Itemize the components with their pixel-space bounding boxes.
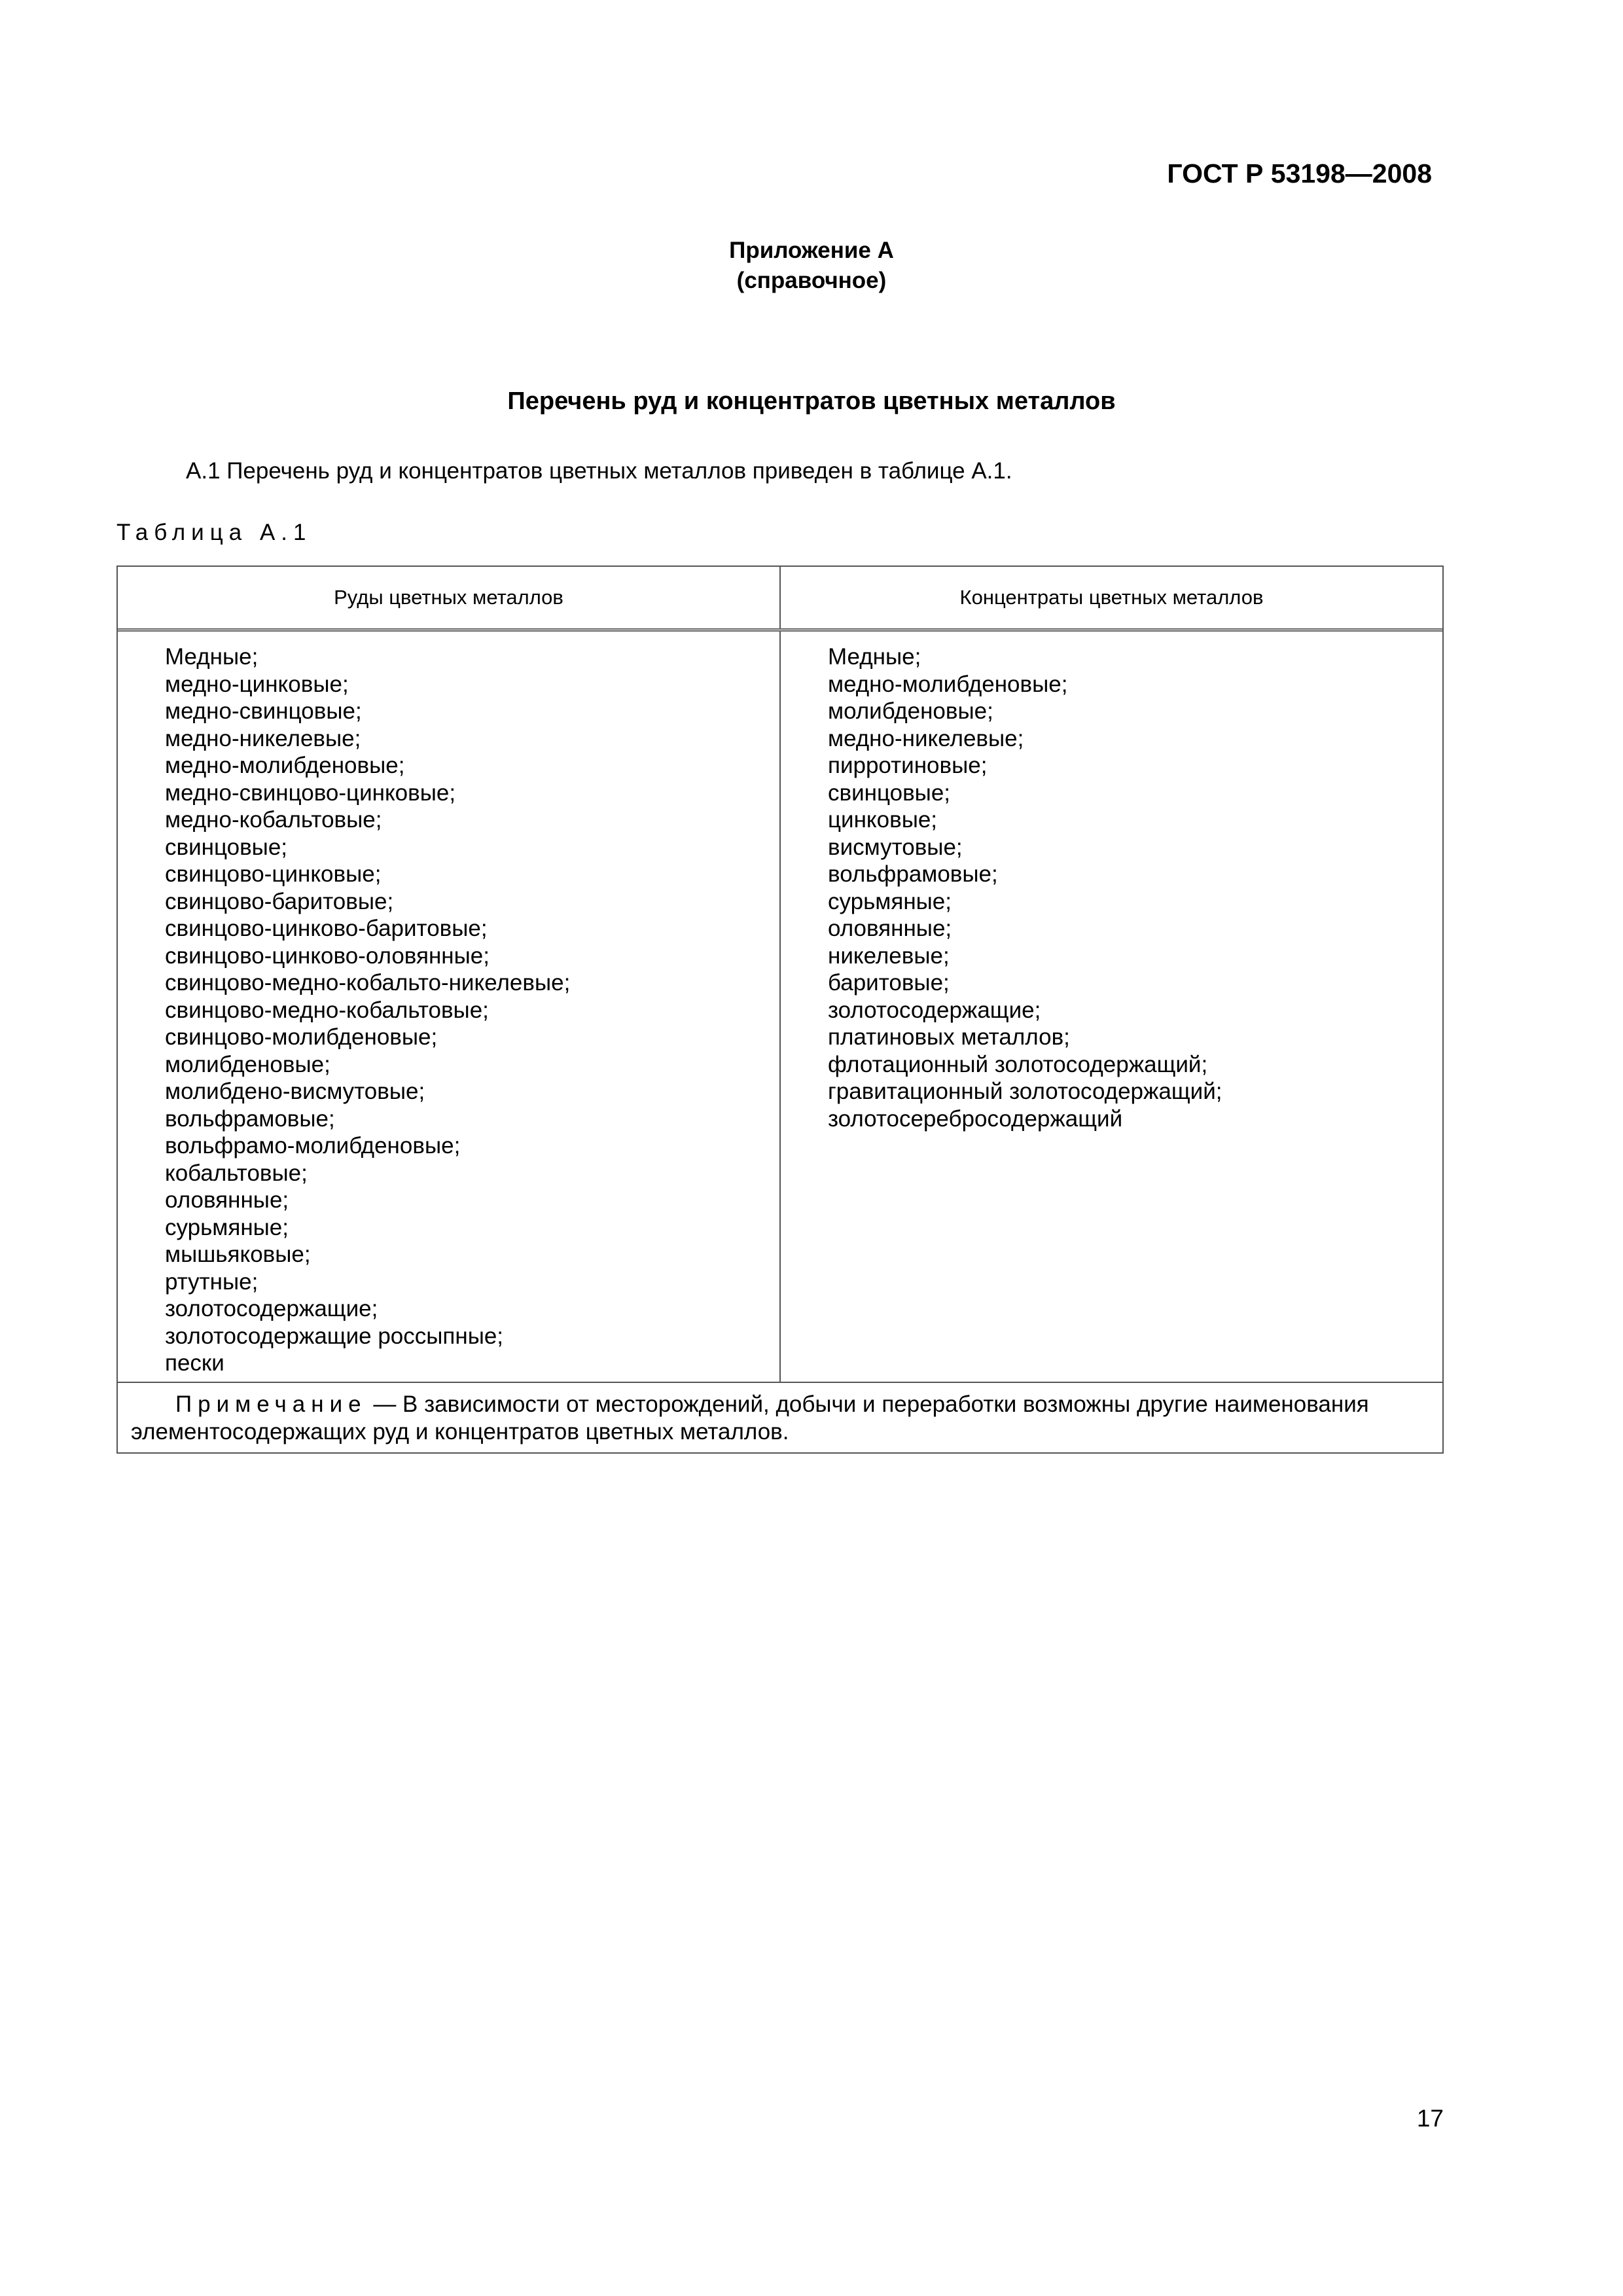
concentrate-list-item: висмутовые;	[828, 834, 963, 860]
concentrate-list-item: флотационный золотосодержащий;	[828, 1051, 1208, 1077]
ore-list-item: свинцово-медно-кобальто-никелевые;	[165, 970, 571, 996]
table-body-row	[118, 632, 1442, 1382]
concentrate-list-item: золотосодержащие;	[828, 997, 1041, 1023]
column-header-ores: Руды цветных металлов	[118, 567, 781, 628]
concentrate-list-item: никелевые;	[828, 942, 950, 969]
ore-list-item: мышьяковые;	[165, 1242, 311, 1267]
concentrate-list-item: золотосеребросодержащий	[828, 1105, 1123, 1132]
ore-list-item: медно-свинцовые;	[165, 698, 362, 724]
ore-list-item: пески	[165, 1350, 224, 1376]
ores-list	[165, 643, 779, 1377]
appendix-subtitle: (справочное)	[736, 268, 887, 293]
concentrate-list-item: сурьмяные;	[828, 888, 952, 914]
ore-list-item: свинцово-цинковые;	[165, 861, 382, 887]
ore-list-item: медно-цинковые;	[165, 671, 349, 697]
concentrate-list-item: пирротиновые;	[828, 753, 988, 778]
note-label: Примечание	[175, 1391, 367, 1417]
ore-list-item: Медные;	[165, 644, 259, 670]
intro-paragraph: А.1 Перечень руд и концентратов цветных металлов приведен в таблице А.1.	[186, 458, 1012, 484]
ore-list-item: свинцово-баритовые;	[165, 888, 394, 914]
ore-list-item: свинцово-цинково-оловянные;	[165, 942, 490, 969]
column-header-concentrates: Концентраты цветных металлов	[959, 586, 1264, 609]
concentrate-list-item: молибденовые;	[828, 698, 993, 724]
concentrate-list-item: вольфрамовые;	[828, 861, 998, 887]
ore-list-item: свинцово-цинково-баритовые;	[165, 916, 488, 941]
section-title: Перечень руд и концентратов цветных металлов	[507, 387, 1116, 415]
ores-cell	[118, 632, 781, 1382]
ore-list-item: свинцово-медно-кобальтовые;	[165, 997, 489, 1023]
ore-list-item: медно-никелевые;	[165, 725, 361, 751]
concentrate-list-item: гравитационный золотосодержащий;	[828, 1079, 1222, 1104]
ore-list-item: свинцовые;	[165, 834, 288, 860]
page-number: 17	[1416, 2105, 1444, 2132]
concentrate-list-item: платиновых металлов;	[828, 1024, 1070, 1050]
table-header-row	[118, 567, 1442, 632]
concentrate-list-item: Медные;	[828, 644, 921, 670]
concentrate-list-item: медно-никелевые;	[828, 725, 1024, 751]
ore-list-item: вольфрамо-молибденовые;	[165, 1133, 461, 1158]
ore-list-item: молибденовые;	[165, 1051, 330, 1077]
table-caption: Таблица А.1	[116, 520, 312, 545]
ore-list-item: свинцово-молибденовые;	[165, 1024, 438, 1050]
ore-list-item: вольфрамовые;	[165, 1105, 335, 1132]
ore-list-item: медно-кобальтовые;	[165, 807, 382, 833]
ore-list-item: золотосодержащие;	[165, 1296, 378, 1321]
ore-list-item: медно-свинцово-цинковые;	[165, 780, 456, 806]
concentrate-list-item: цинковые;	[828, 807, 938, 833]
metals-table	[116, 565, 1444, 1454]
ore-list-item: кобальтовые;	[165, 1160, 308, 1186]
ore-list-item: золотосодержащие россыпные;	[165, 1323, 504, 1349]
concentrate-list-item: баритовые;	[828, 970, 950, 996]
ore-list-item: ртутные;	[165, 1268, 259, 1295]
ore-list-item: оловянные;	[165, 1187, 289, 1213]
concentrate-list-item: медно-молибденовые;	[828, 671, 1068, 697]
concentrates-list	[828, 643, 1442, 1132]
ore-list-item: молибдено-висмутовые;	[165, 1079, 425, 1104]
ore-list-item: сурьмяные;	[165, 1214, 289, 1240]
concentrate-list-item: свинцовые;	[828, 780, 951, 806]
note-text: — В зависимости от месторождений, добычи и переработки возможны другие наименования элементосодержащих руд и концентратов цветных металлов.	[131, 1391, 1369, 1444]
table-note	[118, 1382, 1442, 1452]
concentrates-cell	[781, 632, 1442, 1382]
ore-list-item: медно-молибденовые;	[165, 753, 405, 778]
concentrate-list-item: оловянные;	[828, 916, 952, 941]
appendix-title: Приложение А	[729, 238, 894, 263]
document-code: ГОСТ Р 53198—2008	[1167, 158, 1432, 188]
appendix-heading	[0, 236, 1623, 296]
